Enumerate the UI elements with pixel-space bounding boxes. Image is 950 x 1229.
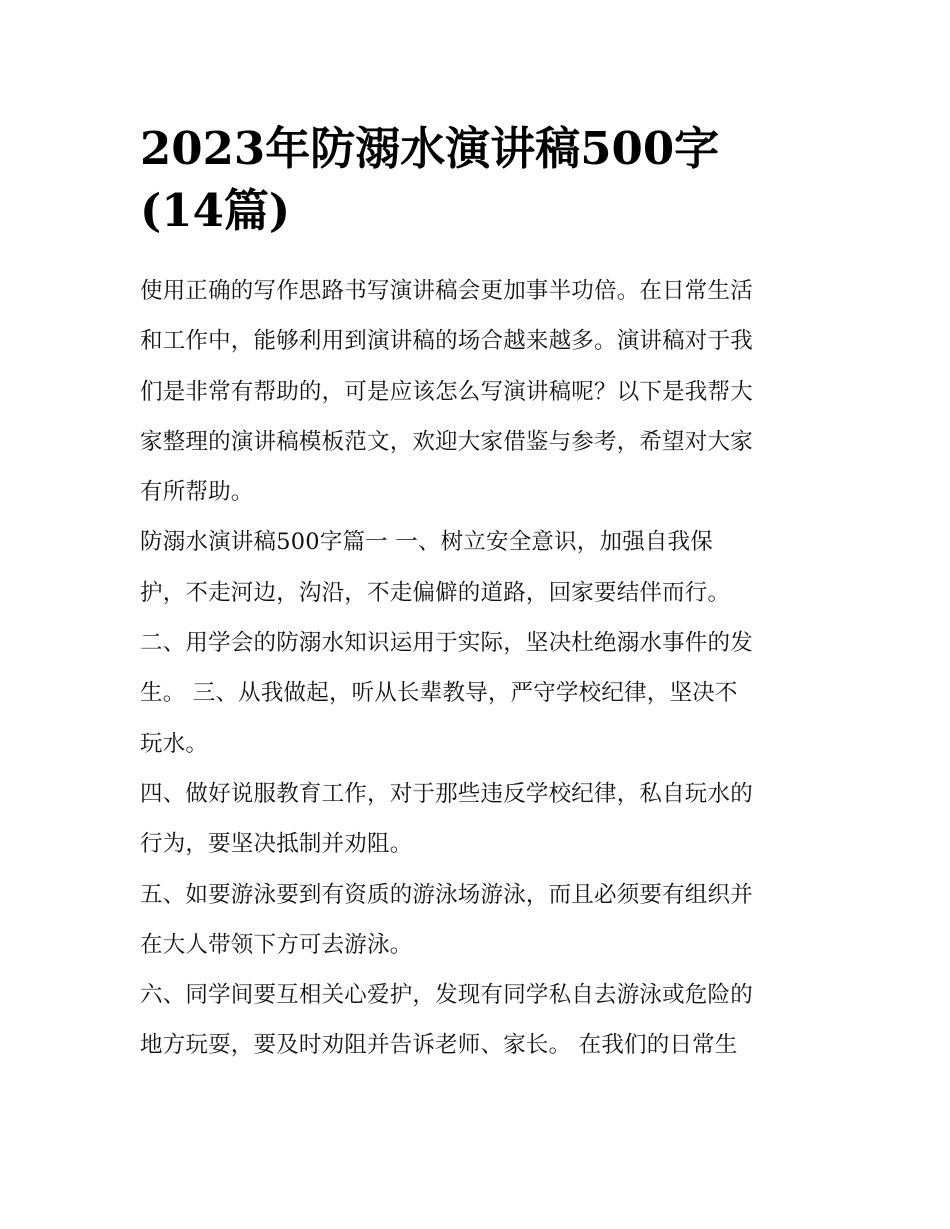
- document-title: [140, 118, 820, 242]
- body-line: 有所帮助。: [140, 479, 254, 506]
- document-body: [140, 266, 820, 1071]
- body-line: 们是非常有帮助的，可是应该怎么写演讲稿呢？以下是我帮大: [140, 378, 753, 405]
- body-line: 生。 三、从我做起，听从长辈教导，严守学校纪律，坚决不: [140, 680, 738, 707]
- title-line-1: 2023年防溺水演讲稿500字: [140, 122, 720, 175]
- body-line: 玩水。: [140, 730, 209, 757]
- body-line: 地方玩耍，要及时劝阻并告诉老师、家长。 在我们的日常生: [140, 1032, 738, 1059]
- body-line: 使用正确的写作思路书写演讲稿会更加事半功倍。在日常生活: [140, 278, 753, 304]
- body-line: 四、做好说服教育工作，对于那些违反学校纪律，私自玩水的: [140, 780, 753, 807]
- body-line: 和工作中，能够利用到演讲稿的场合越来越多。演讲稿对于我: [140, 328, 753, 355]
- body-line: 家整理的演讲稿模板范文，欢迎大家借鉴与参考，希望对大家: [140, 428, 753, 455]
- body-line: 在大人带领下方可去游泳。: [140, 931, 413, 958]
- body-line: 二、用学会的防溺水知识运用于实际，坚决杜绝溺水事件的发: [140, 630, 753, 657]
- body-line: 六、同学间要互相关心爱护，发现有同学私自去游泳或危险的: [140, 982, 753, 1009]
- body-line: 五、如要游泳要到有资质的游泳场游泳，而且必须要有组织并: [140, 881, 753, 908]
- body-line: 行为，要坚决抵制并劝阻。: [140, 831, 413, 858]
- body-line: 防溺水演讲稿500字篇一 一、树立安全意识，加强自我保: [140, 529, 713, 556]
- document-page: [140, 118, 820, 1071]
- title-line-2: (14篇): [140, 184, 291, 237]
- body-line: 护，不走河边，沟沿，不走偏僻的道路，回家要结伴而行。: [140, 579, 731, 606]
